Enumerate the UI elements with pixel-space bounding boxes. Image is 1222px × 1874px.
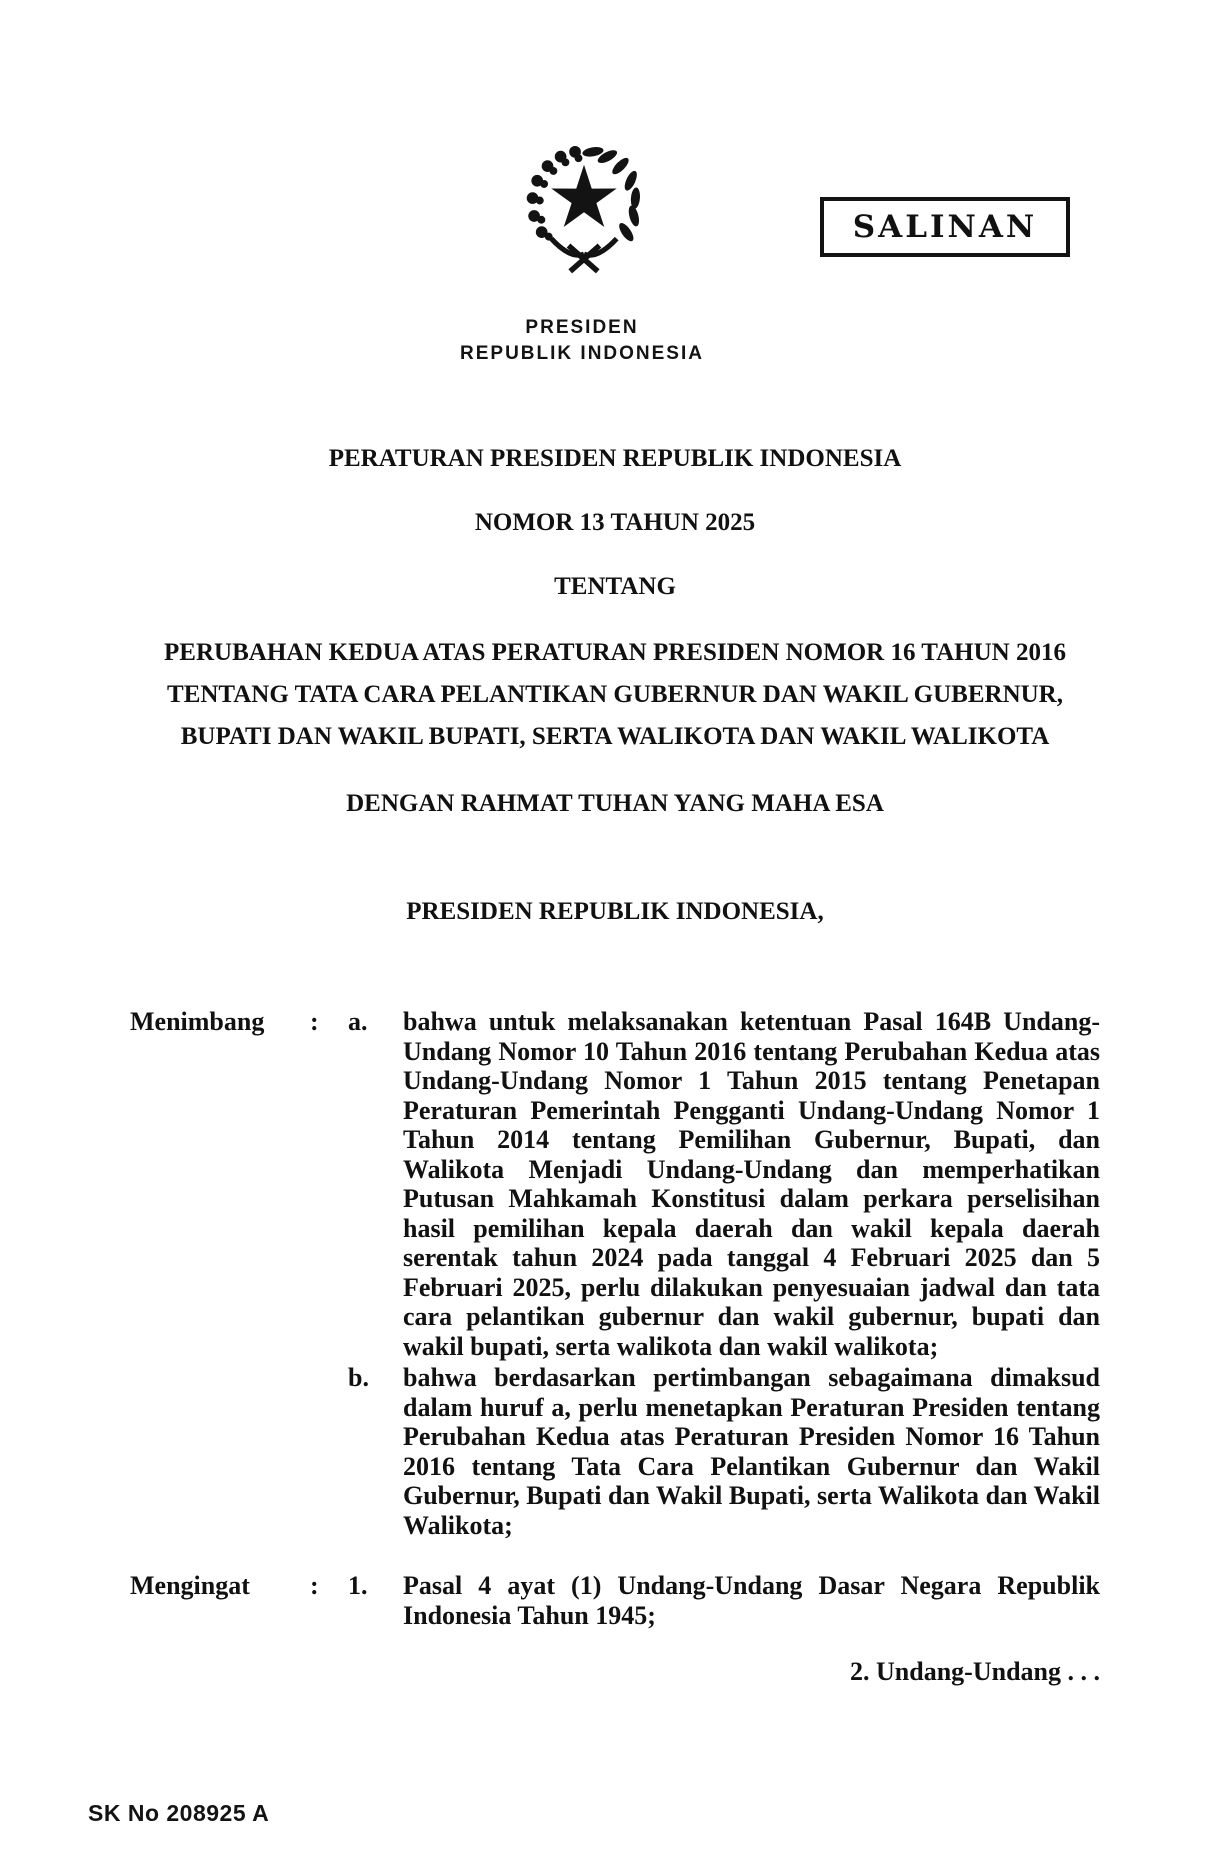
regulation-heading: PERATURAN PRESIDEN REPUBLIK INDONESIA — [328, 445, 902, 472]
regulation-title-line: PERUBAHAN KEDUA ATAS PERATURAN PRESIDEN NOMOR 16 TAHUN 2016 — [164, 639, 1066, 666]
regulation-title — [130, 632, 1100, 758]
invocation-line: DENGAN RAHMAT TUHAN YANG MAHA ESA — [346, 790, 884, 817]
mengingat-items — [348, 1571, 1100, 1630]
authority-line: PRESIDEN REPUBLIK INDONESIA, — [406, 898, 824, 925]
presidential-star-wreath-emblem-icon — [498, 118, 670, 294]
item-marker: a. — [348, 1007, 368, 1036]
mengingat-item-1 — [348, 1571, 1100, 1630]
item-text: bahwa untuk melaksanakan ketentuan Pasal 164B Undang-Undang Nomor 10 Tahun 2016 tentang Perubahan Kedua atas Undang-Undang Nomor 1 Tahun 2015 tentang Penetapan Peraturan Pemerintah Pengganti Undang-Undang Nomor 1 Tahun 2014 tentang Pemilihan Gubernur, Bupati, dan Walikota Menjadi Undang-Undang dan memperhatikan Putusan Mahkamah Konstitusi dalam perkara perselisihan hasil pemilihan kepala daerah dan wakil kepala daerah serentak tahun 2024 pada tanggal 4 Februari 2025 dan 5 Februari 2025, perlu dilakukan penyesuaian jadwal dan tata cara pelantikan gubernur dan wakil gubernur, bupati dan wakil bupati, serta walikota dan wakil walikota; — [403, 1007, 1100, 1361]
tentang-heading: TENTANG — [554, 573, 676, 600]
menimbang-label: Menimbang — [130, 1007, 265, 1036]
letterhead-republik-indonesia: REPUBLIK INDONESIA — [460, 343, 704, 364]
menimbang-items — [348, 1007, 1100, 1540]
mengingat-clause — [130, 1571, 1100, 1630]
menimbang-item-b — [348, 1363, 1100, 1540]
item-text: Pasal 4 ayat (1) Undang-Undang Dasar Negara Republik Indonesia Tahun 1945; — [403, 1571, 1100, 1630]
letterhead — [432, 315, 732, 367]
salinan-stamp: SALINAN — [820, 197, 1070, 257]
mengingat-colon: : — [310, 1571, 319, 1600]
regulation-title-line: BUPATI DAN WAKIL BUPATI, SERTA WALIKOTA DAN WAKIL WALIKOTA — [180, 723, 1050, 750]
menimbang-colon: : — [310, 1007, 319, 1036]
document-body — [130, 444, 1100, 1687]
regulation-title-line: TENTANG TATA CARA PELANTIKAN GUBERNUR DAN WAKIL GUBERNUR, — [167, 681, 1063, 708]
item-text: bahwa berdasarkan pertimbangan sebagaimana dimaksud dalam huruf a, perlu menetapkan Peraturan Presiden tentang Perubahan Kedua atas Peraturan Presiden Nomor 16 Tahun 2016 tentang Tata Cara Pelantikan Gubernur dan Wakil Gubernur, Bupati dan Wakil Bupati, serta Walikota dan Wakil Walikota; — [403, 1363, 1100, 1540]
item-marker: b. — [348, 1363, 369, 1392]
mengingat-label: Mengingat — [130, 1571, 250, 1600]
menimbang-item-a — [348, 1007, 1100, 1361]
sk-number: SK No 208925 A — [88, 1800, 270, 1826]
letterhead-presiden: PRESIDEN — [525, 317, 639, 338]
item-marker: 1. — [348, 1571, 368, 1600]
menimbang-clause — [130, 1007, 1100, 1540]
page-catchword: 2. Undang-Undang . . . — [850, 1657, 1100, 1686]
regulation-number: NOMOR 13 TAHUN 2025 — [474, 509, 756, 536]
